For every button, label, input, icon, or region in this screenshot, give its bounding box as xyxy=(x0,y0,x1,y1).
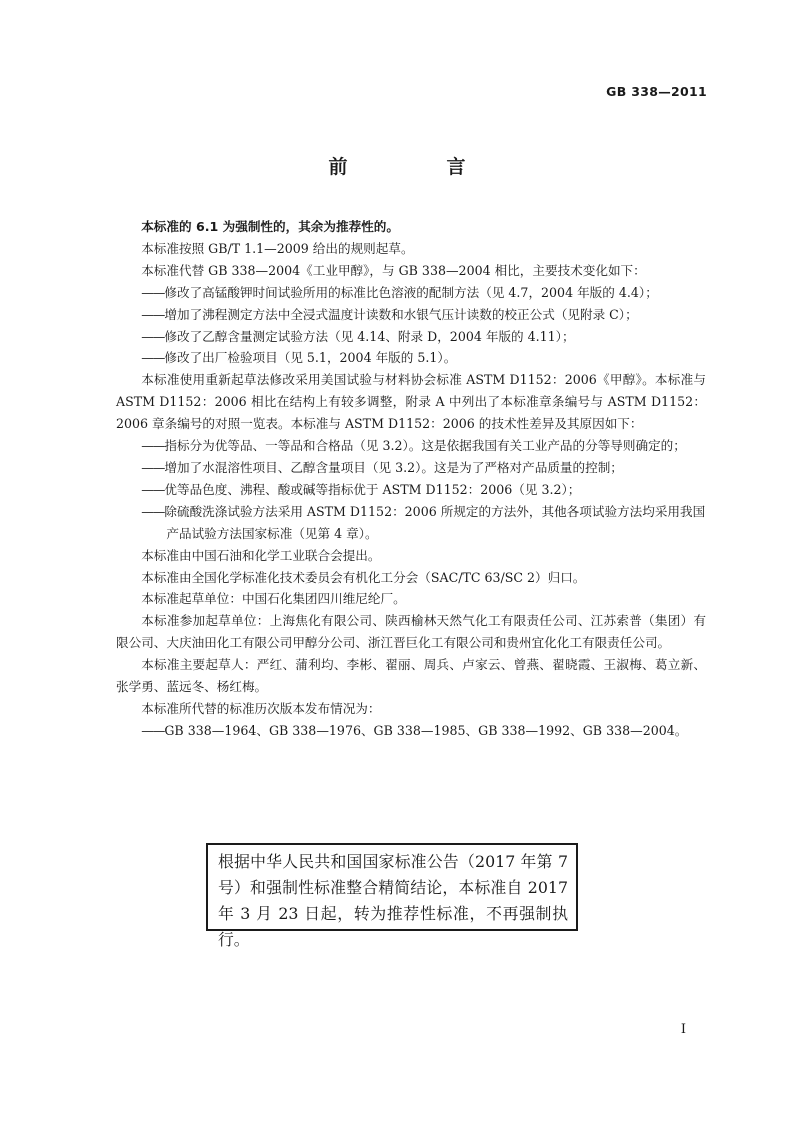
dash-mark: —— xyxy=(141,459,165,475)
list-item-text: 增加了水混溶性项目、乙醇含量项目（见 3.2）。这是为了严格对产品质量的控制； xyxy=(164,459,623,475)
page-number: I xyxy=(680,1022,686,1037)
list-item-text: 修改了高锰酸钾时间试验所用的标准比色溶液的配制方法（见 4.7，2004 年版的 4.4）； xyxy=(164,284,658,300)
list-item-text: 优等品色度、沸程、酸或碱等指标优于 ASTM D1152：2006（见 3.2）； xyxy=(164,481,581,497)
dash-mark: —— xyxy=(141,306,165,322)
list-item xyxy=(141,282,706,304)
paragraph: 本标准主要起草人：严红、蒲利均、李彬、翟丽、周兵、卢家云、曾燕、翟晓霞、王淑梅、葛立新、张学勇、蓝远冬、杨红梅。 xyxy=(116,657,706,695)
paragraph: 本标准参加起草单位：上海焦化有限公司、陕西榆林天然气化工有限责任公司、江苏索普（集团）有限公司、大庆油田化工有限公司甲醇分公司、浙江晋巨化工有限公司和贵州宜化化工有限责任公司。 xyxy=(116,613,706,651)
list-item-text: 修改了出厂检验项目（见 5.1，2004 年版的 5.1）。 xyxy=(164,350,457,366)
list-item xyxy=(141,501,706,545)
dash-mark: —— xyxy=(141,350,165,366)
list-item xyxy=(141,479,706,501)
list-item xyxy=(141,326,706,348)
list-item xyxy=(141,720,706,742)
list-item-text: 指标分为优等品、一等品和合格品（见 3.2）。这是依据我国有关工业产品的分等导则确定的； xyxy=(164,438,686,454)
page-title: 前 言 xyxy=(328,156,506,178)
dash-mark: —— xyxy=(141,438,165,454)
list-item-text: 除硫酸洗涤试验方法采用 ASTM D1152：2006 所规定的方法外，其他各项试验方法均采用我国产品试验方法国家标准（见第 4 章）。 xyxy=(164,503,706,541)
dash-mark: —— xyxy=(141,481,165,497)
foreword-body xyxy=(116,216,706,742)
paragraph: 本标准按照 GB/T 1.1—2009 给出的规则起草。 xyxy=(141,240,414,256)
list-item xyxy=(141,347,706,369)
standard-code: GB 338—2011 xyxy=(606,84,707,99)
notice-box xyxy=(206,843,578,949)
paragraph: 本标准代替 GB 338—2004《工业甲醇》，与 GB 338—2004 相比，主要技术变化如下： xyxy=(141,262,646,278)
notice-text: 根据中华人民共和国国家标准公告（2017 年第 7 号）和强制性标准整合精简结论，本标准自 2017 年 3 月 23 日起，转为推荐性标准，不再强制执行。 xyxy=(218,852,568,949)
dash-mark: —— xyxy=(141,503,165,519)
paragraph: 本标准起草单位：中国石化集团四川维尼纶厂。 xyxy=(141,591,406,607)
dash-mark: —— xyxy=(141,722,165,738)
list-item xyxy=(141,457,706,479)
list-item xyxy=(141,435,706,457)
paragraph: 本标准使用重新起草法修改采用美国试验与材料协会标准 ASTM D1152：2006《甲醇》。本标准与 ASTM D1152：2006 相比在结构上有较多调整，附录 A 中列出了本标准章条编号与 ASTM D1152：2006 章条编号的对照一览表。本标准与 ASTM D1152：2006 的技术性差异及其原因如下： xyxy=(116,372,706,432)
list-item-text: 修改了乙醇含量测定试验方法（见 4.14、附录 D，2004 年版的 4.11）； xyxy=(164,328,575,344)
paragraph: 本标准所代替的标准历次版本发布情况为： xyxy=(141,700,381,716)
list-item xyxy=(141,304,706,326)
mandatory-clause-paragraph: 本标准的 6.1 为强制性的，其余为推荐性的。 xyxy=(141,219,399,234)
list-item-text: 增加了沸程测定方法中全浸式温度计读数和水银气压计读数的校正公式（见附录 C）； xyxy=(164,306,638,322)
dash-mark: —— xyxy=(141,328,165,344)
paragraph: 本标准由中国石油和化学工业联合会提出。 xyxy=(141,547,381,563)
list-item-text: GB 338—1964、GB 338—1976、GB 338—1985、GB 338—1992、GB 338—2004。 xyxy=(164,722,688,738)
paragraph: 本标准由全国化学标准化技术委员会有机化工分会（SAC/TC 63/SC 2）归口。 xyxy=(141,569,586,585)
dash-mark: —— xyxy=(141,284,165,300)
